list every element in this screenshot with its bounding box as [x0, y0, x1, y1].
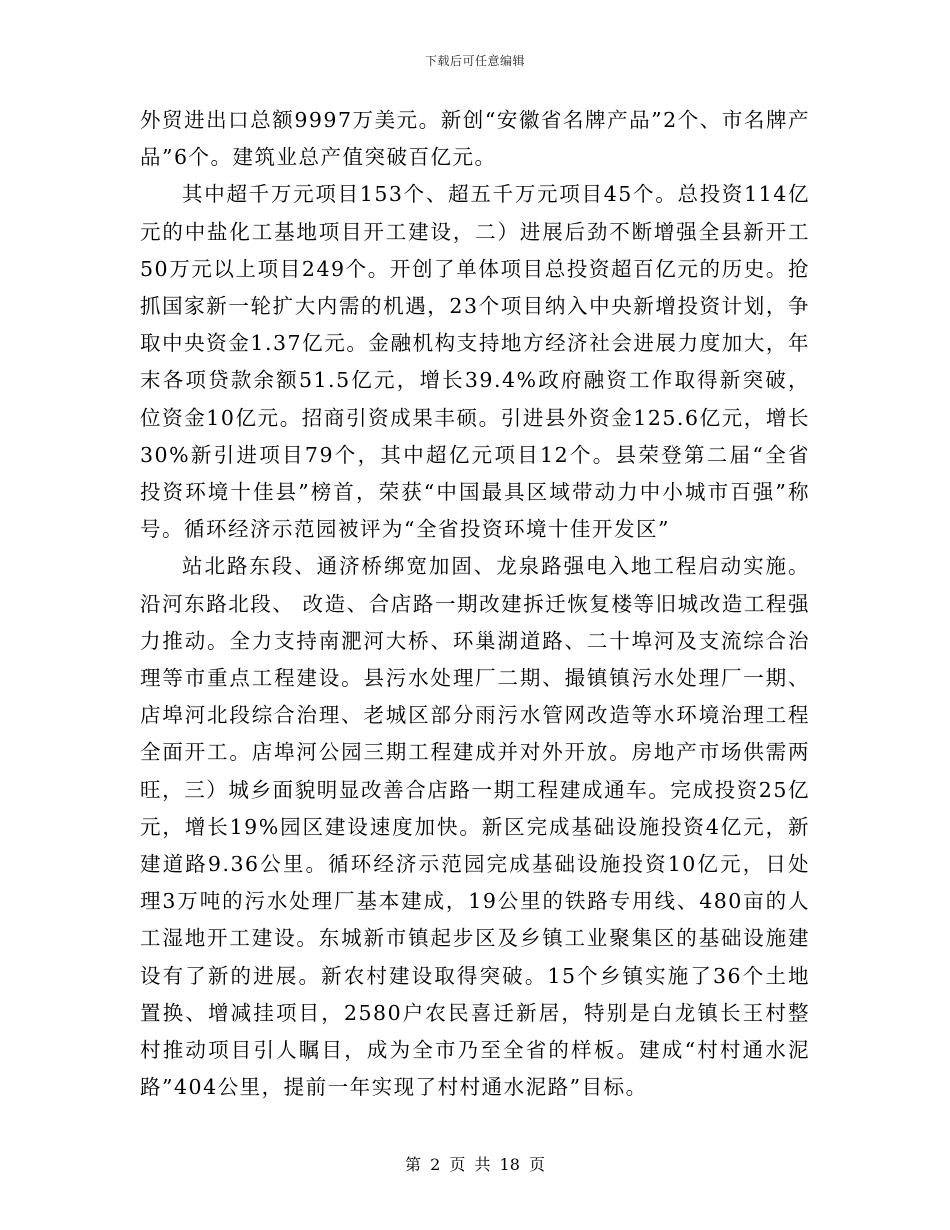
- page-header: 下载后可任意编辑: [424, 54, 525, 68]
- paragraph-3: 站北路东段、通济桥绑宽加固、龙泉路强电入地工程启动实施。沿河东路北段、 改造、合店路一期改建拆迁恢复楼等旧城改造工程强力推动。全力支持南淝河大桥、环巢湖道路、二十埠河及支流综合治理等市重点工程建设。县污水处理厂二期、撮镇镇污水处理厂一期、店埠河北段综合治理、老城区部分雨污水管网改造等水环境治理工程全面开工。店埠河公园三期工程建成并对外开放。房地产市场供需两旺，三）城乡面貌明显改善合店路一期工程建成通车。完成投资25亿元，增长19%园区建设速度加快。新区完成基础设施投资4亿元，新建道路9.36公里。循环经济示范园完成基础设施投资10亿元，日处理3万吨的污水处理厂基本建成，19公里的铁路专用线、480亩的人工湿地开工建设。东城新市镇起步区及乡镇工业聚集区的基础设施建设有了新的进展。新农村建设取得突破。15个乡镇实施了36个土地置换、增减挂项目，2580户农民喜迁新居，特别是白龙镇长王村整村推动项目引人瞩目，成为全市乃至全省的样板。建成“村村通水泥路”404公里，提前一年实现了村村通水泥路”目标。: [140, 554, 810, 1100]
- document-body: [140, 102, 810, 1106]
- paragraph-2: 其中超千万元项目153个、超五千万元项目45个。总投资114亿元的中盐化工基地项目开工建设，二）进展后劲不断增强全县新开工50万元以上项目249个。开创了单体项目总投资超百亿元的历史。抢抓国家新一轮扩大内需的机遇，23个项目纳入中央新增投资计划，争取中央资金1.37亿元。金融机构支持地方经济社会进展力度加大，年末各项贷款余额51.5亿元，增长39.4%政府融资工作取得新突破，位资金10亿元。招商引资成果丰硕。引进县外资金125.6亿元，增长30%新引进项目79个，其中超亿元项目12个。县荣登第二届“全省投资环境十佳县”榜首，荣获“中国最具区域带动力中小城市百强”称号。循环经济示范园被评为“全省投资环境十佳开发区”: [140, 182, 810, 542]
- page-footer: 第 2 页 共 18 页: [405, 1155, 545, 1174]
- paragraph-1: 外贸进出口总额9997万美元。新创“安徽省名牌产品”2个、市名牌产品”6个。建筑业总产值突破百亿元。: [140, 108, 810, 170]
